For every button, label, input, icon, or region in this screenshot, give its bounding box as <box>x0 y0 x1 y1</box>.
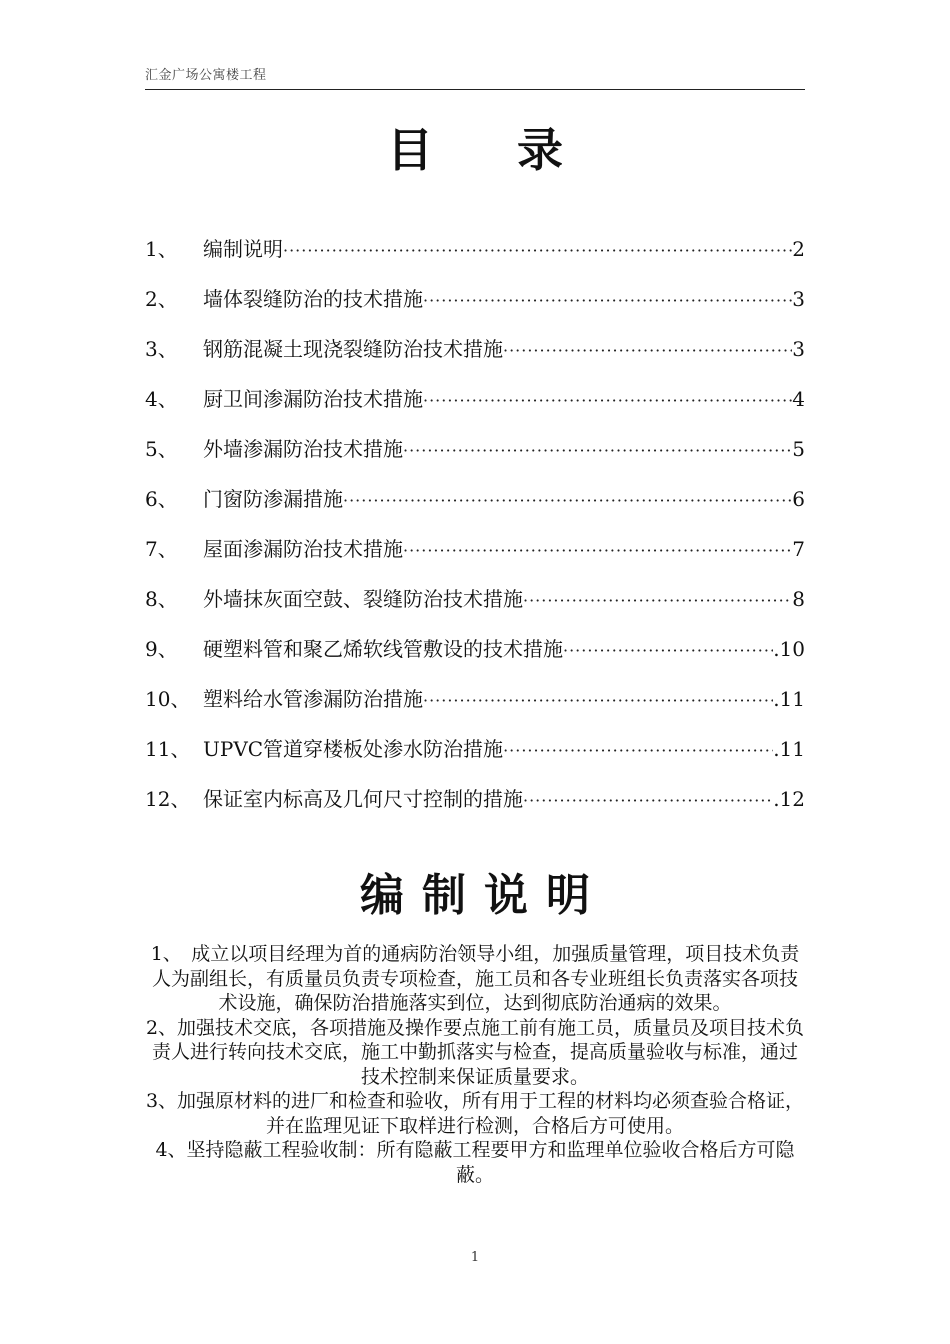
toc-item[interactable] <box>145 482 805 532</box>
toc-leader-dots <box>503 334 792 368</box>
toc-item-page: .12 <box>773 787 805 811</box>
toc-item[interactable] <box>145 582 805 632</box>
toc-item-title: 钢筋混凝土现浇裂缝防治技术措施 <box>203 337 503 361</box>
running-header: 汇金广场公寓楼工程 <box>145 68 267 83</box>
toc-title: 目录 <box>387 123 647 177</box>
toc-item-number: 4、 <box>145 387 178 411</box>
toc-item-title: 屋面渗漏防治技术措施 <box>203 537 403 561</box>
toc-item-number: 5、 <box>145 437 178 461</box>
toc-leader-dots <box>283 234 792 268</box>
toc-item-number: 12、 <box>145 787 191 811</box>
toc-item-title: 硬塑料管和聚乙烯软线管敷设的技术措施 <box>203 637 563 661</box>
toc-item-title: 编制说明 <box>203 237 283 261</box>
toc-item-number: 6、 <box>145 487 178 511</box>
section-body <box>145 942 805 1187</box>
toc-leader-dots <box>403 434 792 468</box>
toc-item-number: 10、 <box>145 687 191 711</box>
toc-item-page: 4 <box>792 387 805 411</box>
toc-item-number: 2、 <box>145 287 178 311</box>
toc-item-title: 外墙渗漏防治技术措施 <box>203 437 403 461</box>
toc-item-number: 1、 <box>145 237 178 261</box>
toc-item[interactable] <box>145 732 805 782</box>
toc-item-title: 厨卫间渗漏防治技术措施 <box>203 387 423 411</box>
body-paragraph: 1、 成立以项目经理为首的通病防治领导小组，加强质量管理，项目技术负责人为副组长，有质量员负责专项检查，施工员和各专业班组长负责落实各项技术设施，确保防治措施落实到位，达到彻底防治通病的效果。 <box>150 943 800 1014</box>
toc-item-page: 7 <box>792 537 805 561</box>
toc-leader-dots <box>423 684 773 718</box>
toc-item-page: 3 <box>792 287 805 311</box>
toc-item[interactable] <box>145 682 805 732</box>
toc-item[interactable] <box>145 282 805 332</box>
page-number: 1 <box>470 1250 480 1265</box>
toc-item[interactable] <box>145 532 805 582</box>
toc-item-number: 3、 <box>145 337 178 361</box>
toc-leader-dots <box>523 584 792 618</box>
toc-item-page: .11 <box>773 687 805 711</box>
toc-item[interactable] <box>145 332 805 382</box>
toc-item-number: 11、 <box>145 737 191 761</box>
section-title: 编制说明 <box>360 870 608 921</box>
toc-leader-dots <box>403 534 792 568</box>
toc-item-page: 2 <box>792 237 805 261</box>
toc-item-title: 外墙抹灰面空鼓、裂缝防治技术措施 <box>203 587 523 611</box>
toc-item[interactable] <box>145 782 805 832</box>
header-divider <box>145 89 805 90</box>
toc-item-number: 9、 <box>145 637 178 661</box>
toc-item-page: 8 <box>792 587 805 611</box>
toc-list <box>145 232 805 832</box>
toc-item[interactable] <box>145 432 805 482</box>
toc-item[interactable] <box>145 232 805 282</box>
toc-leader-dots <box>423 384 792 418</box>
body-paragraph: 4、坚持隐蔽工程验收制：所有隐蔽工程要甲方和监理单位验收合格后方可隐蔽。 <box>155 1139 795 1186</box>
toc-item[interactable] <box>145 632 805 682</box>
toc-leader-dots <box>343 484 792 518</box>
toc-item-page: .11 <box>773 737 805 761</box>
toc-item-page: 5 <box>792 437 805 461</box>
toc-item-title: 保证室内标高及几何尺寸控制的措施 <box>203 787 523 811</box>
toc-item-number: 8、 <box>145 587 178 611</box>
toc-item[interactable] <box>145 382 805 432</box>
toc-item-title: 塑料给水管渗漏防治措施 <box>203 687 423 711</box>
toc-item-page: .10 <box>773 637 805 661</box>
toc-item-title: 门窗防渗漏措施 <box>203 487 343 511</box>
toc-leader-dots <box>523 784 773 818</box>
toc-item-title: UPVC管道穿楼板处渗水防治措施 <box>203 737 504 761</box>
body-paragraph: 3、加强原材料的进厂和检查和验收，所有用于工程的材料均必须查验合格证，并在监理见证下取样进行检测，合格后方可使用。 <box>145 1090 805 1137</box>
toc-leader-dots <box>563 634 773 668</box>
toc-item-title: 墙体裂缝防治的技术措施 <box>203 287 423 311</box>
toc-item-number: 7、 <box>145 537 178 561</box>
toc-item-page: 6 <box>792 487 805 511</box>
body-paragraph: 2、加强技术交底，各项措施及操作要点施工前有施工员，质量员及项目技术负责人进行转向技术交底，施工中勤抓落实与检查，提高质量验收与标准，通过技术控制来保证质量要求。 <box>145 1016 805 1088</box>
toc-leader-dots <box>503 734 773 768</box>
toc-item-page: 3 <box>792 337 805 361</box>
toc-leader-dots <box>423 284 792 318</box>
